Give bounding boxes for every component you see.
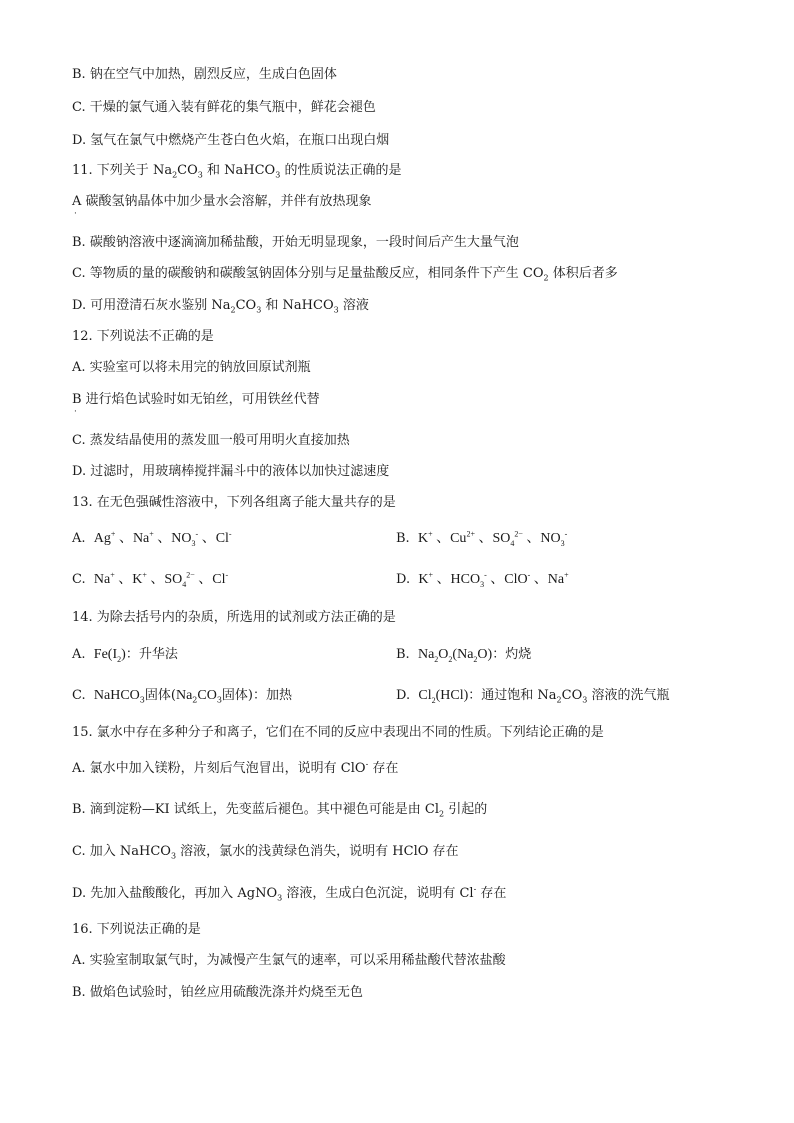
q15-option-d: D. 先加入盐酸酸化，再加入 AgNO$_3$ 溶液，生成白色沉淀，说明有 Cl- 存在 [72,884,507,903]
q15-option-b: B. 滴到淀粉—KI 试纸上，先变蓝后褪色。其中褪色可能是由 $Cl_2$ 引起的 [72,802,488,819]
q10-option-c: C. 干燥的氯气通入装有鲜花的集气瓶中，鲜花会褪色 [72,100,376,115]
q13-option-a: A. Ag+ 、Na+ 、$NO_3^-$ 、Cl- [72,529,232,548]
q14-stem: 14. 为除去括号内的杂质，所选用的试剂或方法正确的是 [72,610,396,625]
q11-a-dot: · [74,209,77,219]
q14-option-c: C. NaHCO$_3$固体($Na_2CO_3$固体)：加热 [72,688,292,705]
q10-option-d: D. 氢气在氯气中燃烧产生苍白色火焰，在瓶口出现白烟 [72,133,390,148]
q13-option-b: B. K+ 、$Cu^{2+}$ 、$SO_4^{2-}$ 、$NO_3^-$ [396,529,568,548]
q13-option-c: C. Na+ 、K+ 、$SO_4^{2-}$ 、Cl- [72,570,229,589]
q15-stem: 15. 氯水中存在多种分子和离子，它们在不同的反应中表现出不同的性质。下列结论正确的是 [72,725,604,740]
q12-option-c: C. 蒸发结晶使用的蒸发皿一般可用明火直接加热 [72,433,350,448]
q11-option-c: C. 等物质的量的碳酸钠和碳酸氢钠固体分别与足量盐酸反应，相同条件下产生 $CO_2$ 体积后者多 [72,266,618,283]
q12-option-a: A. 实验室可以将未用完的钠放回原试剂瓶 [72,360,311,375]
q12-b-dot: · [74,407,77,417]
q16-option-a: A. 实验室制取氯气时，为减慢产生氯气的速率，可以采用稀盐酸代替浓盐酸 [72,953,506,968]
q16-stem: 16. 下列说法正确的是 [72,922,201,937]
q16-option-b: B. 做焰色试验时，铂丝应用硫酸洗涤并灼烧至无色 [72,985,363,1000]
q13-option-d: D. K+ 、$HCO_3^-$ 、ClO- 、Na+ [396,570,569,589]
q15-option-c: C. 加入 NaHCO$_3$ 溶液，氯水的浅黄绿色消失，说明有 HClO 存在 [72,844,459,861]
q15-option-a: A. 氯水中加入镁粉，片刻后气泡冒出，说明有 ClO- 存在 [72,759,399,776]
q11-option-d: D. 可用澄清石灰水鉴别 $Na_2CO_3$ 和 NaHCO$_3$ 溶液 [72,298,369,315]
q11-option-a: A 碳酸氢钠晶体中加少量水会溶解，并伴有放热现象 [72,194,372,209]
q12-option-d: D. 过滤时，用玻璃棒搅拌漏斗中的液体以加快过滤速度 [72,464,390,479]
q11-stem: 11. 下列关于 $Na_2CO_3$ 和 NaHCO$_3$ 的性质说法正确的是 [72,163,402,180]
q13-stem: 13. 在无色强碱性溶液中，下列各组离子能大量共存的是 [72,495,396,510]
q12-option-b: B 进行焰色试验时如无铂丝，可用铁丝代替 [72,392,320,407]
q14-option-b: B. $Na_2O_2(Na_2O)$：灼烧 [396,647,532,664]
q14-option-a: A. $Fe(I_2)$：升华法 [72,647,178,664]
q14-option-d: D. $Cl_2(HCl)$：通过饱和 $Na_2CO_3$ 溶液的洗气瓶 [396,688,670,705]
q12-stem: 12. 下列说法不正确的是 [72,329,214,344]
q11-option-b: B. 碳酸钠溶液中逐滴滴加稀盐酸，开始无明显现象，一段时间后产生大量气泡 [72,235,519,250]
q10-option-b: B. 钠在空气中加热，剧烈反应，生成白色固体 [72,67,337,82]
